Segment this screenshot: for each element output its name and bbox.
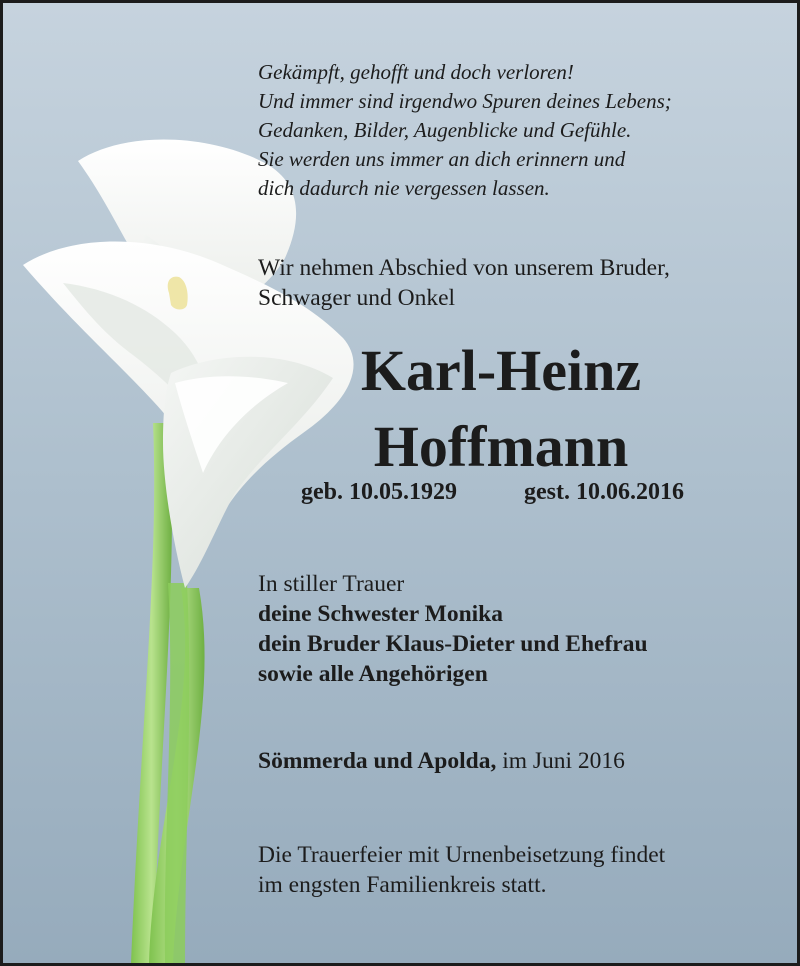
intro-line: Wir nehmen Abschied von unserem Bruder, bbox=[258, 255, 670, 281]
farewell-intro bbox=[258, 253, 670, 313]
mourners-intro: In stiller Trauer bbox=[258, 571, 405, 597]
funeral-notice bbox=[258, 840, 665, 900]
poem-line: Sie werden uns immer an dich erinnern und bbox=[258, 147, 626, 171]
mourners-block bbox=[258, 569, 648, 689]
deceased-first-name: Karl-Heinz bbox=[360, 338, 642, 403]
mourner-name: dein Bruder Klaus-Dieter und Ehefrau bbox=[258, 631, 648, 657]
place-date: im Juni 2016 bbox=[496, 748, 625, 774]
birth-date: geb. 10.05.1929 bbox=[301, 479, 457, 505]
funeral-line: Die Trauerfeier mit Urnenbeisetzung findet bbox=[258, 842, 666, 868]
place-date-line bbox=[258, 748, 625, 775]
poem bbox=[258, 58, 672, 203]
poem-line: Gekämpft, gehofft und doch verloren! bbox=[258, 60, 574, 84]
funeral-line: im engsten Familienkreis statt. bbox=[258, 872, 547, 898]
mourner-name: deine Schwester Monika bbox=[258, 601, 504, 627]
mourner-name: sowie alle Angehörigen bbox=[258, 661, 488, 687]
poem-line: Gedanken, Bilder, Augenblicke und Gefühle. bbox=[258, 118, 632, 142]
deceased-last-name: Hoffmann bbox=[373, 414, 629, 479]
death-date: gest. 10.06.2016 bbox=[524, 479, 684, 505]
poem-line: Und immer sind irgendwo Spuren deines Lebens; bbox=[258, 89, 672, 113]
intro-line: Schwager und Onkel bbox=[258, 285, 456, 311]
place-towns: Sömmerda und Apolda, bbox=[258, 748, 497, 774]
poem-line: dich dadurch nie vergessen lassen. bbox=[258, 176, 550, 200]
